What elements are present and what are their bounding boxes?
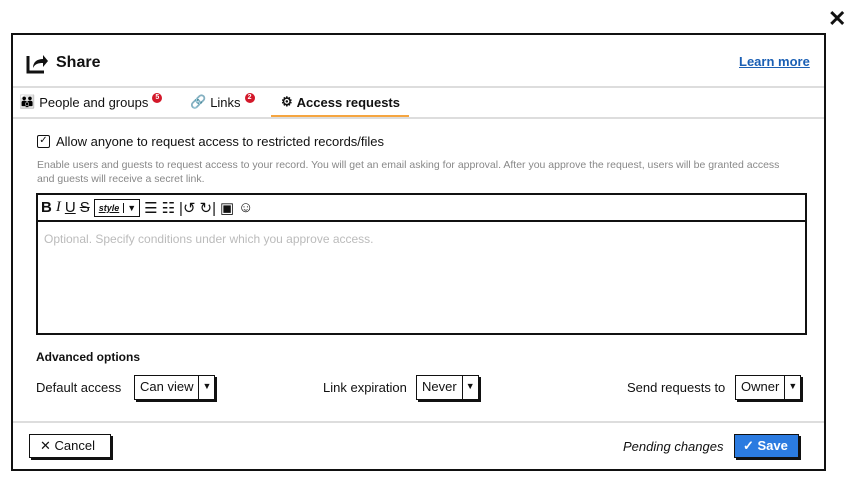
default-access-label: Default access (36, 380, 122, 395)
save-button[interactable] (734, 434, 799, 458)
italic-icon[interactable]: I (55, 199, 61, 215)
chevron-down-icon: ▼ (784, 376, 800, 399)
people-icon: 👪 (19, 94, 36, 109)
send-requests-label: Send requests to (627, 380, 726, 395)
allow-requests-checkbox[interactable]: ✓ (37, 135, 50, 148)
emoji-icon[interactable]: ☺ (238, 199, 254, 216)
link-icon: 🔗 (190, 94, 207, 109)
select-value: Can view (140, 379, 194, 394)
cancel-button[interactable] (29, 434, 111, 458)
strikethrough-icon[interactable]: S (79, 199, 90, 216)
close-icon[interactable]: ✕ (828, 6, 847, 31)
numbered-list-icon[interactable]: ☷ (161, 199, 176, 217)
link-expiration-select[interactable] (416, 375, 479, 400)
chevron-down-icon: ▼ (198, 376, 214, 399)
tab-access-requests[interactable] (281, 94, 400, 110)
count-badge: 5 (152, 93, 162, 103)
advanced-options-heading: Advanced options (36, 350, 141, 364)
style-label: style (98, 202, 120, 213)
tab-links[interactable] (190, 94, 255, 110)
style-dropdown[interactable] (94, 199, 140, 217)
save-label: Save (757, 438, 788, 453)
select-value: Owner (741, 379, 780, 394)
image-icon[interactable]: ▣ (219, 199, 235, 217)
undo-icon[interactable]: |↺ (179, 199, 196, 217)
divider (13, 421, 824, 423)
send-requests-select[interactable] (735, 375, 801, 400)
divider (13, 117, 824, 119)
help-text: Enable users and guests to request access to your record. You will get an email asking for approval. After you approve the request, users will be granted access and guests will receive a secret link. (37, 159, 780, 185)
check-icon: ✓ (743, 438, 758, 453)
learn-more-link[interactable]: Learn more (739, 54, 810, 69)
chevron-down-icon: ▼ (123, 203, 139, 213)
chevron-down-icon: ▼ (462, 376, 478, 399)
share-icon (25, 51, 49, 75)
bold-icon[interactable]: B (41, 199, 52, 216)
select-value: Never (422, 379, 457, 394)
count-badge: 2 (245, 93, 255, 103)
editor-toolbar (38, 195, 805, 222)
tab-label: People and groups (39, 94, 149, 110)
bullet-list-icon[interactable]: ☰ (144, 199, 158, 217)
tab-people-and-groups[interactable] (19, 94, 162, 110)
share-dialog (11, 33, 826, 471)
tab-label: Links (210, 94, 241, 110)
tab-label: Access requests (296, 94, 400, 110)
divider (13, 86, 824, 88)
pending-changes-text: Pending changes (623, 439, 724, 454)
rich-text-editor[interactable] (36, 193, 807, 335)
cancel-label: Cancel (54, 438, 95, 453)
underline-icon[interactable]: U (64, 199, 76, 216)
gear-icon: ⚙ (281, 94, 293, 109)
default-access-select[interactable] (134, 375, 215, 400)
dialog-title: Share (56, 54, 101, 71)
allow-requests-label: Allow anyone to request access to restricted records/files (56, 134, 385, 149)
link-expiration-label: Link expiration (323, 380, 407, 395)
close-icon: ✕ (40, 438, 55, 453)
redo-icon[interactable]: ↻| (199, 199, 216, 217)
editor-placeholder[interactable]: Optional. Specify conditions under which you approve access. (44, 232, 374, 246)
